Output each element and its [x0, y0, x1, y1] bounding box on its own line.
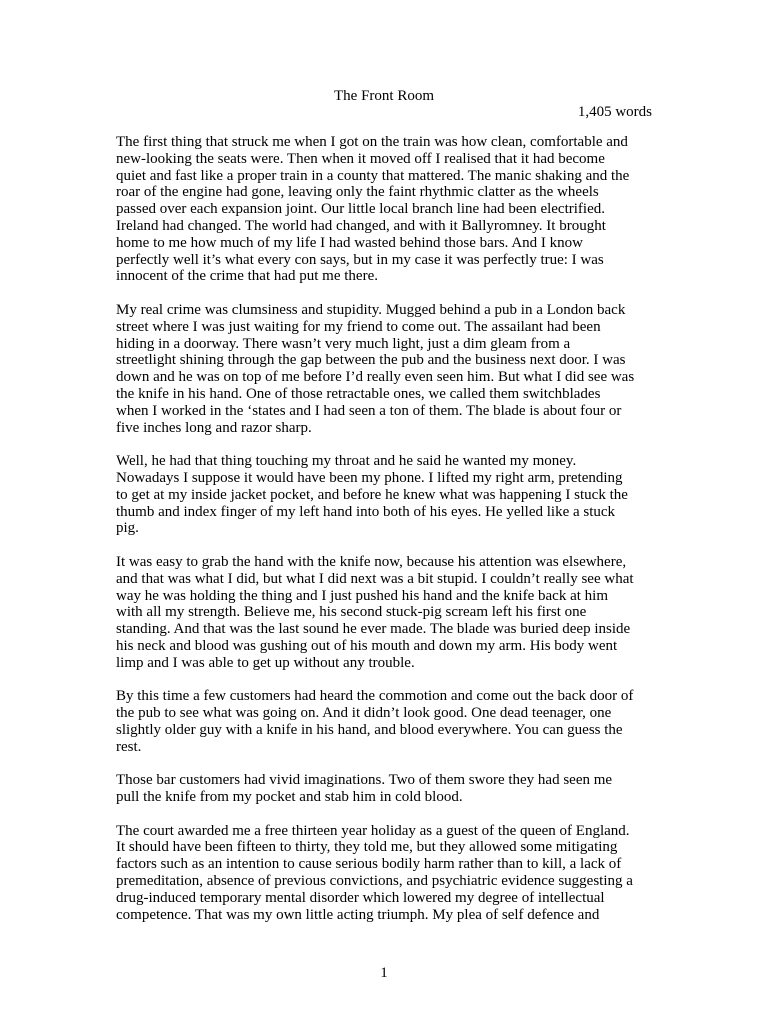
text-line: when I worked in the ‘states and I had seen a ton of them. The blade is about four or [116, 402, 622, 419]
text-line: Nowadays I suppose it would have been my phone. I lifted my right arm, pretending [116, 469, 623, 486]
text-line: passed over each expansion joint. Our little local branch line had been electrified. [116, 201, 605, 218]
text-line: limp and I was able to get up without any trouble. [116, 654, 415, 671]
text-line: street where I was just waiting for my friend to come out. The assailant had been [116, 318, 601, 335]
paragraph [116, 134, 656, 285]
document-title: The Front Room [334, 88, 434, 104]
paragraph [116, 453, 656, 537]
text-line: five inches long and razor sharp. [116, 419, 312, 436]
text-line: new-looking the seats were. Then when it moved off I realised that it had become [116, 150, 605, 167]
paragraph [116, 688, 656, 755]
text-line: The first thing that struck me when I got on the train was how clean, comfortable and [116, 134, 628, 150]
text-line: way he was holding the thing and I just pushed his hand and the knife back at him [116, 587, 608, 604]
text-line: down and he was on top of me before I’d really even seen him. But what I did see was [116, 369, 635, 386]
text-line: streetlight shining through the gap between the pub and the business next door. I was [116, 352, 626, 369]
text-line: with all my strength. Believe me, his second stuck-pig scream left his first one [116, 604, 587, 621]
text-line: Well, he had that thing touching my throat and he said he wanted my money. [116, 453, 577, 470]
text-line: factors such as an intention to cause serious bodily harm rather than to kill, a lack of [116, 856, 622, 873]
page-number: 1 [380, 965, 388, 981]
text-line: competence. That was my own little acting triumph. My plea of self defence and [116, 906, 600, 923]
text-line: premeditation, absence of previous convictions, and psychiatric evidence suggesting a [116, 873, 633, 890]
text-line: Those bar customers had vivid imaginations. Two of them swore they had seen me [116, 772, 613, 789]
text-line: the knife in his hand. One of those retractable ones, we called them switchblades [116, 385, 601, 402]
text-line: drug-induced temporary mental disorder which lowered my degree of intellectual [116, 889, 605, 906]
text-line: pull the knife from my pocket and stab him in cold blood. [116, 789, 463, 806]
text-line: and that was what I did, but what I did next was a bit stupid. I couldn’t really see what [116, 570, 634, 587]
text-line: The court awarded me a free thirteen year holiday as a guest of the queen of England. [116, 822, 630, 839]
text-line: It was easy to grab the hand with the knife now, because his attention was elsewhere, [116, 553, 627, 570]
paragraph [116, 554, 656, 672]
text-line: quiet and fast like a proper train in a county that mattered. The manic shaking and the [116, 167, 630, 184]
paragraph [116, 823, 656, 924]
text-line: roar of the engine had gone, leaving only the faint rhythmic clatter as the wheels [116, 184, 599, 201]
text-line: It should have been fifteen to thirty, they told me, but they allowed some mitigating [116, 839, 618, 856]
text-line: hiding in a doorway. There wasn’t very much light, just a dim gleam from a [116, 335, 571, 352]
text-line: his neck and blood was gushing out of his mouth and down my arm. His body went [116, 637, 618, 654]
text-line: standing. And that was the last sound he ever made. The blade was buried deep inside [116, 621, 631, 638]
paragraph [116, 302, 656, 436]
text-line: Ireland had changed. The world had changed, and with it Ballyromney. It brought [116, 217, 606, 234]
text-line: the pub to see what was going on. And it didn’t look good. One dead teenager, one [116, 705, 612, 722]
document-body [116, 134, 656, 940]
text-line: rest. [116, 738, 142, 755]
text-line: innocent of the crime that had put me there. [116, 268, 378, 285]
text-line: pig. [116, 520, 139, 537]
text-line: thumb and index finger of my left hand into both of his eyes. He yelled like a stuck [116, 503, 616, 520]
paragraph [116, 772, 656, 806]
text-line: My real crime was clumsiness and stupidity. Mugged behind a pub in a London back [116, 301, 626, 318]
text-line: perfectly well it’s what every con says, but in my case it was perfectly true: I was [116, 251, 604, 268]
text-line: home to me how much of my life I had wasted behind those bars. And I know [116, 234, 583, 251]
word-count: 1,405 words [577, 104, 652, 120]
text-line: By this time a few customers had heard the commotion and come out the back door of [116, 688, 634, 705]
text-line: to get at my inside jacket pocket, and before he knew what was happening I stuck the [116, 486, 628, 503]
text-line: slightly older guy with a knife in his hand, and blood everywhere. You can guess the [116, 721, 623, 738]
